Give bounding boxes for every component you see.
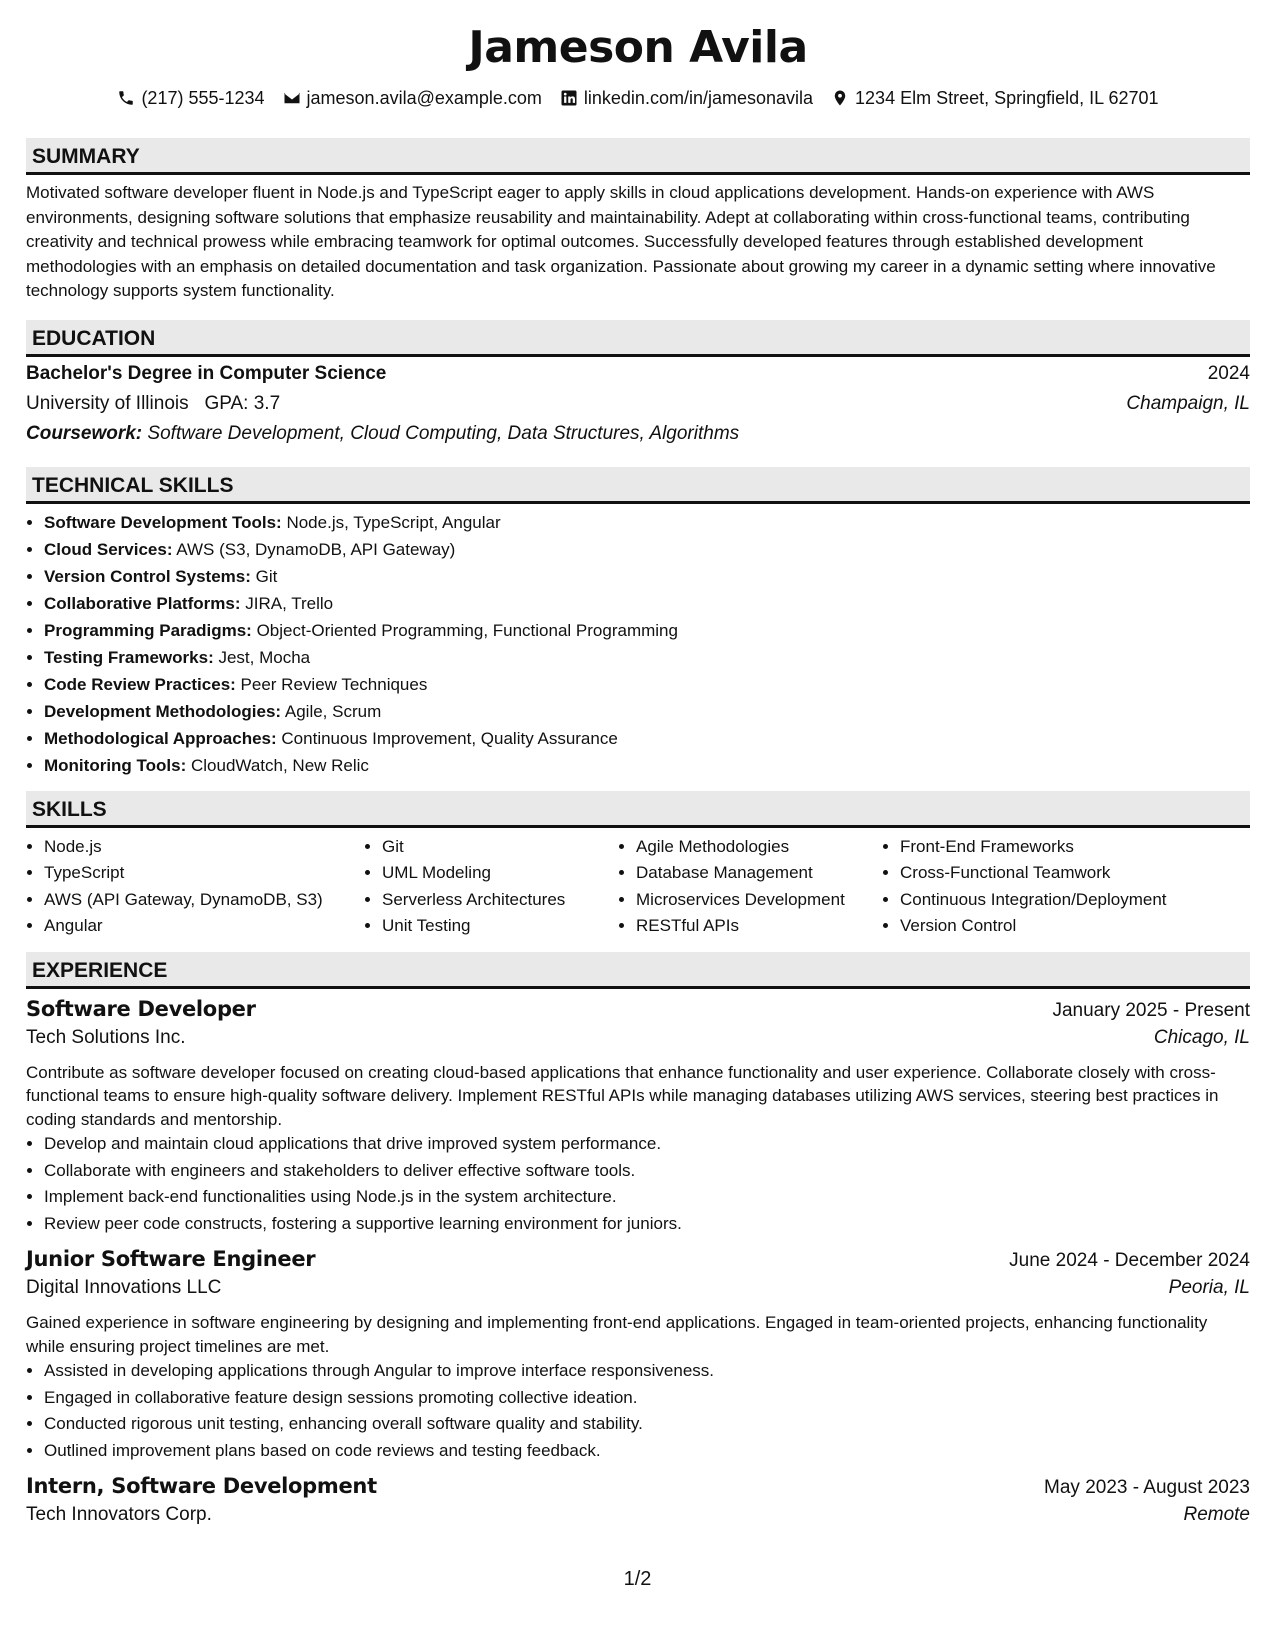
list-item: • Serverless Architectures (382, 887, 618, 914)
skill-value: Node.js, TypeScript, Angular (286, 512, 501, 532)
list-item: • Engaged in collaborative feature design sessions promoting collective ideation. (44, 1385, 1250, 1412)
list-item: • Cross-Functional Teamwork (900, 860, 1230, 887)
list-item (44, 509, 1250, 536)
job-dates: January 2025 - Present (1052, 999, 1250, 1021)
skill-label: Code Review Practices: (44, 674, 236, 694)
contact-email[interactable] (283, 88, 542, 109)
skill-label: Programming Paradigms: (44, 620, 252, 640)
job-company-row (26, 1277, 1250, 1307)
list-item: • Outlined improvement plans based on code reviews and testing feedback. (44, 1438, 1250, 1465)
skill-label: Testing Frameworks: (44, 647, 214, 667)
list-item: • Node.js (44, 834, 364, 861)
page-number: 1/2 (623, 1568, 652, 1590)
email-text[interactable]: jameson.avila@example.com (306, 87, 542, 108)
job-company: Digital Innovations LLC (26, 1277, 222, 1298)
contact-phone (117, 88, 264, 109)
linkedin-text[interactable]: linkedin.com/in/jamesonavila (583, 87, 814, 108)
list-item: • Assisted in developing applications through Angular to improve interface responsiveness. (44, 1358, 1250, 1385)
education-heading: EDUCATION (26, 320, 1250, 357)
technical-skills-heading: TECHNICAL SKILLS (26, 467, 1250, 504)
graduation-year: 2024 (1207, 362, 1250, 384)
school-name: University of Illinois (26, 392, 189, 414)
skill-label: Version Control Systems: (44, 566, 251, 586)
list-item (44, 617, 1250, 644)
skill-label: Collaborative Platforms: (44, 593, 241, 613)
skill-value: Continuous Improvement, Quality Assurance (281, 728, 618, 748)
summary-heading: SUMMARY (26, 138, 1250, 175)
list-item (44, 671, 1250, 698)
list-item (44, 536, 1250, 563)
list-item (44, 698, 1250, 725)
skill-label: Cloud Services: (44, 539, 173, 559)
list-item: • Front-End Frameworks (900, 834, 1230, 861)
skill-value: CloudWatch, New Relic (191, 755, 369, 775)
address-text: 1234 Elm Street, Springfield, IL 62701 (855, 87, 1159, 108)
gpa: GPA: 3.7 (204, 392, 281, 414)
list-item: • AWS (API Gateway, DynamoDB, S3) (44, 887, 364, 914)
map-pin-icon (831, 89, 849, 107)
skills-column-3 (618, 834, 882, 940)
list-item: • RESTful APIs (636, 913, 882, 940)
job-bullets (26, 1358, 1250, 1464)
list-item: • Implement back-end functionalities using Node.js in the system architecture. (44, 1184, 1250, 1211)
job-company-row (26, 1504, 1250, 1534)
experience-heading: EXPERIENCE (26, 952, 1250, 989)
list-item: • Version Control (900, 913, 1230, 940)
list-item (44, 644, 1250, 671)
contact-address (831, 88, 1159, 109)
list-item: • Git (382, 834, 618, 861)
job-bullets (26, 1131, 1250, 1237)
school-location: Champaign, IL (1126, 392, 1250, 414)
list-item: • Agile Methodologies (636, 834, 882, 861)
job-description: Contribute as software developer focused on creating cloud-based applications that enhance functionality and user experience. Collaborate closely with cross-functional teams to ensure high-quality software delivery. Implement RESTful APIs while managing databases utilizing AWS services, steering best practices in coding standards and mentorship. (26, 1062, 1219, 1129)
list-item: • Review peer code constructs, fostering a supportive learning environment for juniors. (44, 1211, 1250, 1238)
skills-column-2 (364, 834, 618, 940)
education-school-row (26, 393, 1250, 423)
skill-label: Software Development Tools: (44, 512, 282, 532)
job-location: Chicago, IL (1153, 1026, 1250, 1048)
summary-text: Motivated software developer fluent in Node.js and TypeScript eager to apply skills in cloud applications development. Hands-on experience with AWS environments, designing software solutions that emphasize reusability and maintainability. Adept at collaborating within cross-functional teams, contributing creativity and technical prowess while embracing teamwork for optimal outcomes. Successfully developed features through established development methodologies with an emphasis on detailed documentation and task organization. Passionate about growing my career in a dynamic setting where innovative technology supports system functionality. (26, 183, 1216, 300)
school-line (26, 393, 280, 415)
technical-skills-list (26, 509, 1250, 779)
skills-grid (26, 834, 1250, 940)
linkedin-icon (560, 89, 578, 107)
skill-value: Agile, Scrum (284, 701, 382, 721)
skill-label: Monitoring Tools: (44, 755, 187, 775)
skill-label: Development Methodologies: (44, 701, 282, 721)
list-item: • Collaborate with engineers and stakeholders to deliver effective software tools. (44, 1158, 1250, 1185)
phone-icon (117, 89, 135, 107)
skill-value: JIRA, Trello (245, 593, 334, 613)
contact-bar (26, 86, 1250, 110)
list-item: • Unit Testing (382, 913, 618, 940)
skill-value: Jest, Mocha (218, 647, 311, 667)
job-dates: June 2024 - December 2024 (1009, 1250, 1250, 1271)
job-company: Tech Solutions Inc. (26, 1026, 186, 1048)
envelope-icon (283, 89, 301, 107)
skills-heading: SKILLS (26, 791, 1250, 828)
list-item (44, 752, 1250, 779)
phone-text: (217) 555-1234 (141, 87, 265, 108)
job-dates: May 2023 - August 2023 (1044, 1477, 1250, 1498)
skills-column-1 (26, 834, 364, 940)
coursework-line (26, 423, 1250, 453)
degree: Bachelor's Degree in Computer Science (26, 362, 387, 384)
job-title: Intern, Software Development (26, 1474, 377, 1498)
job-description: Gained experience in software engineering by designing and implementing front-end applications. Engaged in team-oriented projects, enhancing functionality while ensuring project timelines are met. (26, 1313, 1208, 1356)
resume-page (26, 0, 1250, 1534)
education-degree-row (26, 363, 1250, 393)
list-item: • Microservices Development (636, 887, 882, 914)
contact-linkedin[interactable] (560, 88, 813, 109)
job-header (26, 1474, 1250, 1504)
list-item (44, 725, 1250, 752)
skill-value: Git (255, 566, 278, 586)
job-location: Remote (1183, 1504, 1250, 1525)
job-company-row (26, 1027, 1250, 1057)
job-location: Peoria, IL (1168, 1277, 1250, 1298)
skill-value: Object-Oriented Programming, Functional Programming (256, 620, 678, 640)
job-header (26, 1247, 1250, 1277)
skill-value: AWS (S3, DynamoDB, API Gateway) (176, 539, 456, 559)
list-item: • Database Management (636, 860, 882, 887)
candidate-name: Jameson Avila (468, 22, 808, 73)
list-item (44, 590, 1250, 617)
list-item: • TypeScript (44, 860, 364, 887)
job-title: Junior Software Engineer (26, 1247, 316, 1271)
job-header (26, 997, 1250, 1027)
list-item: • Develop and maintain cloud applications that drive improved system performance. (44, 1131, 1250, 1158)
list-item: • UML Modeling (382, 860, 618, 887)
list-item: • Continuous Integration/Deployment (900, 887, 1230, 914)
job-company: Tech Innovators Corp. (26, 1504, 212, 1525)
list-item: • Conducted rigorous unit testing, enhancing overall software quality and stability. (44, 1411, 1250, 1438)
coursework-label: Coursework: (26, 422, 143, 444)
skill-label: Methodological Approaches: (44, 728, 277, 748)
list-item: • Angular (44, 913, 364, 940)
skill-value: Peer Review Techniques (240, 674, 428, 694)
list-item (44, 563, 1250, 590)
coursework-list: Software Development, Cloud Computing, Data Structures, Algorithms (147, 422, 740, 444)
job-title: Software Developer (26, 996, 256, 1021)
skills-column-4 (882, 834, 1230, 940)
